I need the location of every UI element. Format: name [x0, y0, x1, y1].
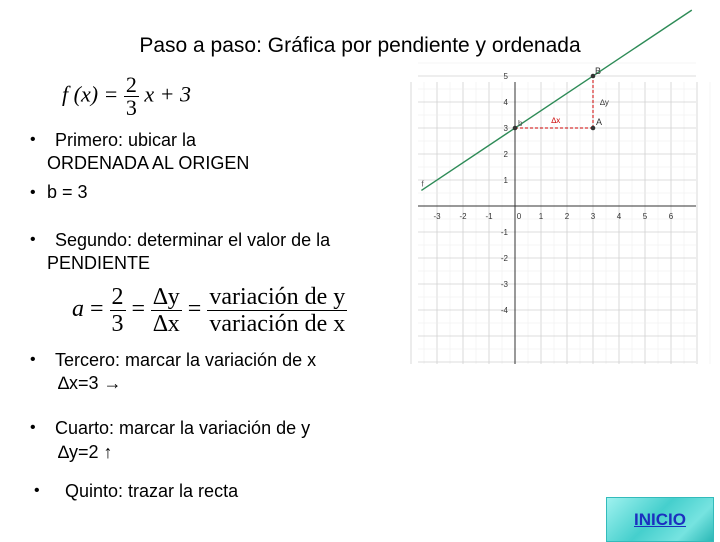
step-3-text: Tercero: marcar la variación de x	[55, 350, 317, 370]
x-tick-label: 1	[538, 212, 544, 221]
slope-formula	[72, 284, 347, 337]
x-tick-label: -1	[485, 212, 493, 221]
bullet-3: •	[30, 231, 36, 248]
bullet-5: •	[30, 419, 36, 436]
delta-x-label: ∆x	[551, 116, 561, 125]
step-4-text: Cuarto: marcar la variación de y	[55, 418, 311, 438]
step-5-text: Quinto: trazar la recta	[65, 481, 239, 501]
delta-y-label: ∆y	[600, 98, 609, 107]
bullet-2: •	[30, 184, 36, 201]
slope-den-1: 3	[111, 311, 124, 337]
slope-fraction-words	[207, 284, 347, 337]
slope-a: a	[72, 296, 84, 323]
fraction-numerator: 2	[125, 72, 137, 97]
bullet-6: •	[34, 482, 40, 499]
fraction-denominator: 3	[125, 95, 137, 120]
point-b-upper-label: B	[595, 66, 602, 76]
slope-den-3: variación de x	[209, 311, 346, 337]
line-f-label: f	[421, 179, 424, 189]
step-b-value: b = 3	[47, 182, 88, 202]
x-tick-label: 4	[616, 212, 622, 221]
x-tick-label: 0	[516, 212, 522, 221]
x-tick-label: 6	[668, 212, 674, 221]
slope-num-1: 2	[111, 284, 124, 310]
x-tick-label: -3	[433, 212, 441, 221]
slope-num-2: ∆y	[153, 284, 180, 310]
y-tick-label: -2	[500, 254, 508, 263]
bullet-4: •	[30, 351, 36, 368]
inicio-button[interactable]	[606, 497, 714, 542]
function-formula	[62, 74, 191, 119]
step-2-text: Segundo: determinar el valor de la	[55, 230, 331, 250]
step-4-continuation: ∆y=2 ↑	[58, 442, 113, 462]
inicio-button-label: INICIO	[634, 509, 686, 529]
step-1-text: Primero: ubicar la	[55, 130, 197, 150]
bullet-1: •	[30, 131, 36, 148]
x-tick-label: 2	[564, 212, 570, 221]
y-tick-label: 5	[503, 72, 508, 81]
point-a	[591, 126, 596, 131]
formula-rest: x + 3	[144, 81, 192, 107]
step-1-continuation: ORDENADA AL ORIGEN	[47, 153, 250, 173]
formula-lhs: f (x)	[62, 81, 99, 107]
step-2-continuation: PENDIENTE	[47, 253, 151, 273]
x-tick-label: 5	[642, 212, 648, 221]
formula-equals: =	[103, 81, 119, 107]
point-a-label: A	[596, 117, 603, 127]
point-b-label: b	[518, 119, 523, 128]
y-tick-label: 3	[503, 124, 508, 133]
slope-equals-3: =	[187, 296, 202, 323]
slope-fraction-numeric	[110, 284, 126, 337]
y-tick-label: 2	[503, 150, 508, 159]
slope-equals-2: =	[131, 296, 146, 323]
slope-fraction-delta	[151, 284, 182, 337]
y-tick-label: -3	[500, 280, 508, 289]
x-tick-label: -2	[459, 212, 467, 221]
y-tick-label: -4	[500, 306, 508, 315]
page-title: Paso a paso: Gráfica por pendiente y ordenada	[139, 34, 581, 57]
x-tick-label: 3	[590, 212, 596, 221]
point-b	[513, 126, 518, 131]
slope-den-2: ∆x	[153, 311, 180, 337]
formula-fraction	[124, 74, 139, 119]
y-tick-label: 1	[503, 176, 508, 185]
step-3-continuation: ∆x=3 →	[58, 373, 122, 393]
y-tick-label: -1	[500, 228, 508, 237]
slope-num-3: variación de y	[209, 284, 346, 310]
slope-graph	[418, 66, 696, 364]
y-tick-label: 4	[503, 98, 508, 107]
slope-equals-1: =	[90, 296, 104, 323]
